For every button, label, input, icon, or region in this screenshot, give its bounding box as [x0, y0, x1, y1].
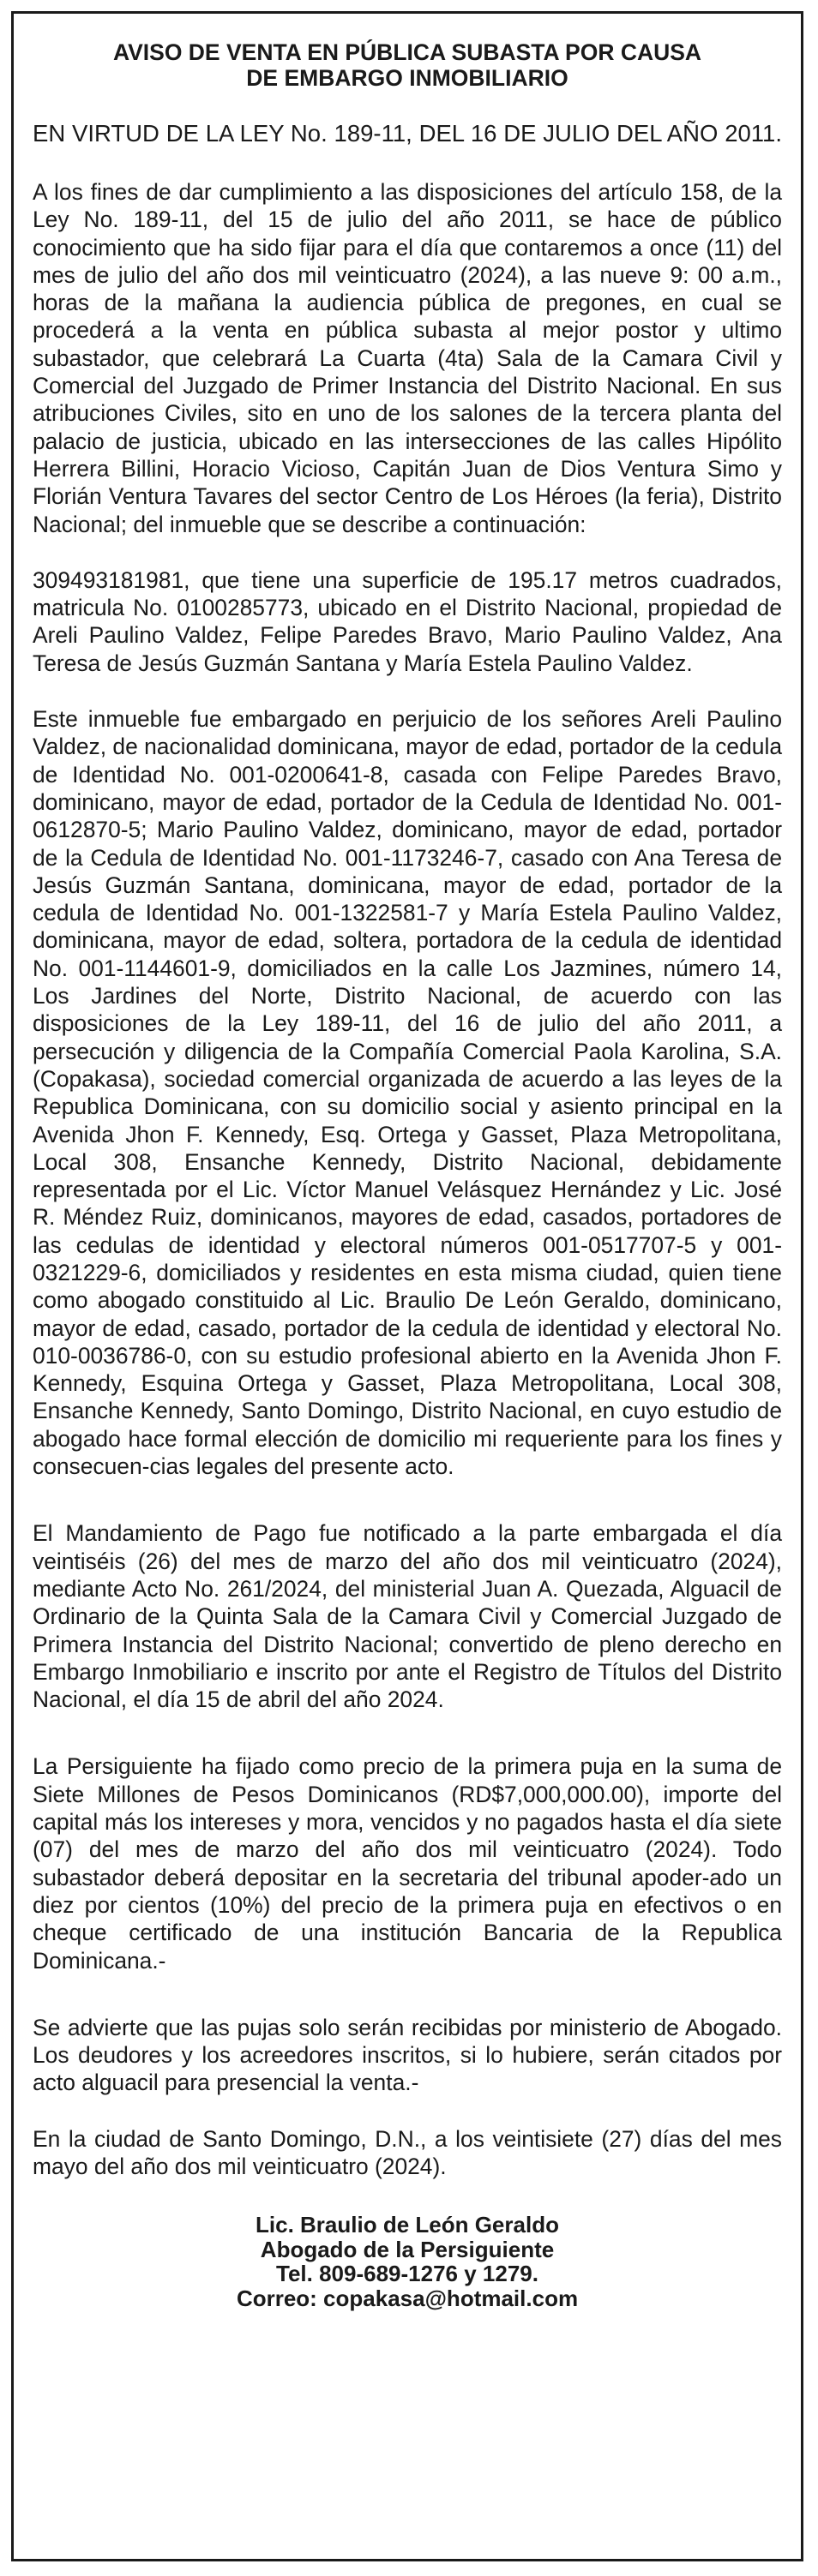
signature-email: Correo: copakasa@hotmail.com — [236, 2285, 579, 2311]
signature-name: Lic. Braulio de León Geraldo — [256, 2212, 559, 2238]
paragraph-seizure-parties: Este inmueble fue embargado en perjuicio de los señores Areli Paulino Valdez, de nacionalidad dominicana, mayor de edad, portador de la cedula de Identidad No. 001-0200641-8, casada con Felipe Paredes Bravo, dominicano, mayor de edad, portador de la Cedula de Identidad No. 001-0612870-5; Mario Paulino Valdez, dominicano, mayor de edad, portador de la Cedula de Identidad No. 001-1173246-7, casado con Ana Teresa de Jesús Guzmán Santana, dominicana, mayor de edad, portador de la cedula de Identidad No. 001-1322581-7 y María Estela Paulino Valdez, dominicana, mayor de edad, soltera, portadora de la cedula de identidad No. 001-1144601-9, domiciliados en la calle Los Jazmines, número 14, Los Jardines del Norte, Distrito Nacional, de acuerdo con las disposiciones de la Ley 189-11, del 16 de julio del año 2011, a persecución y diligencia de la Compañía Comercial Paola Karolina, S.A. (Copakasa), sociedad comercial organizada de acuerdo a las leyes de la Republica Dominicana, con su domicilio social y asiento principal en la Avenida Jhon F. Kennedy, Esq. Ortega y Gasset, Plaza Metropolitana, Local 308, Ensanche Kennedy, Distrito Nacional, debidamente representada por el Lic. Víctor Manuel Velásquez Hernández y Lic. José R. Méndez Ruiz, dominicanos, mayores de edad, casados, portadores de las cedulas de identidad y electoral números 001-0517707-5 y 001-0321229-6, domiciliados y residentes en esta misma ciudad, quien tiene como abogado constituido al Lic. Braulio De León Geraldo, dominicano, mayor de edad, casado, portador de la cedula de identidad y electoral No. 010-0036786-0, con su estudio profesional abierto en la Avenida Jhon F. Kennedy, Esquina Ortega y Gasset, Plaza Metropolitana, Local 308, Ensanche Kennedy, Santo Domingo, Distrito Nacional, en cuyo estudio de abogado hace formal elección de domicilio mi requeriente para los fines y consecuen-cias legales del presente acto. — [33, 706, 782, 1480]
law-reference: EN VIRTUD DE LA LEY No. 189-11, DEL 16 DE JULIO DEL AÑO 2011. — [33, 120, 782, 147]
signature-role: Abogado de la Persiguiente — [260, 2236, 555, 2262]
paragraph-payment-order: El Mandamiento de Pago fue notificado a la parte embargada el día veintiséis (26) del mes de marzo del año dos mil veinticuatro (2024), mediante Acto No. 261/2024, del ministerial Juan A. Quezada, Alguacil de Ordinario de la Quinta Sala de la Camara Civil y Comercial Juzgado de Primera Instancia del Distrito Nacional; convertido de pleno derecho en Embargo Inmobiliario e inscrito por ante el Registro de Títulos del Distrito Nacional, el día 15 de abril del año 2024. — [33, 1520, 782, 1713]
paragraph-bidding-rules: Se advierte que las pujas solo serán recibidas por ministerio de Abogado. Los deudores y los acreedores inscritos, si lo hubiere, serán citados por acto alguacil para presencial la venta.- — [33, 2014, 782, 2096]
signature-phone: Tel. 809-689-1276 y 1279. — [276, 2261, 538, 2287]
signature-block — [33, 2213, 782, 2310]
paragraph-property-description: 309493181981, que tiene una superficie de 195.17 metros cuadrados, matricula No. 0100285773, ubicado en el Distrito Nacional, propiedad de Areli Paulino Valdez, Felipe Paredes Bravo, Mario Paulino Valdez, Ana Teresa de Jesús Guzmán Santana y María Estela Paulino Valdez. — [33, 566, 782, 676]
legal-notice-box — [11, 11, 803, 2561]
paragraph-date-place: En la ciudad de Santo Domingo, D.N., a los veintisiete (27) días del mes mayo del año dos mil veinticuatro (2024). — [33, 2125, 782, 2179]
notice-content — [33, 39, 782, 2310]
notice-title — [33, 39, 782, 91]
notice-title-line-1: AVISO DE VENTA EN PÚBLICA SUBASTA POR CAUSA — [112, 39, 702, 65]
paragraph-first-bid-price: La Persiguiente ha fijado como precio de la primera puja en la suma de Siete Millones de Pesos Dominicanos (RD$7,000,000.00), importe del capital más los intereses y mora, vencidos y no pagados hasta el día siete (07) del mes de marzo del año dos mil veinticuatro (2024). Todo subastador deberá depositar en la secretaria del tribunal apoder-ado un diez por cientos (10%) del precio de la primera puja en efectivos o en cheque certificado de una institución Bancaria de la Republica Dominicana.- — [33, 1753, 782, 1974]
notice-title-line-2: DE EMBARGO INMOBILIARIO — [246, 65, 568, 91]
paragraph-hearing-announcement: A los fines de dar cumplimiento a las disposiciones del artículo 158, de la Ley No. 189-11, del 15 de julio del año 2011, se hace de público conocimiento que ha sido fijar para el día que contaremos a once (11) del mes de julio del año dos mil veinticuatro (2024), a las nueve 9: 00 a.m., horas de la mañana la audiencia pública de pregones, en cual se procederá a la venta en pública subasta al mejor postor y ultimo subastador, que celebrará La Cuarta (4ta) Sala de la Camara Civil y Comercial del Juzgado de Primer Instancia del Distrito Nacional. En sus atribuciones Civiles, sito en uno de los salones de la tercera planta del palacio de justicia, ubicado en las intersecciones de las calles Hipólito Herrera Billini, Horacio Vicioso, Capitán Juan de Dios Ventura Simo y Florián Ventura Tavares del sector Centro de Los Héroes (la feria), Distrito Nacional; del inmueble que se describe a continuación: — [33, 179, 782, 537]
